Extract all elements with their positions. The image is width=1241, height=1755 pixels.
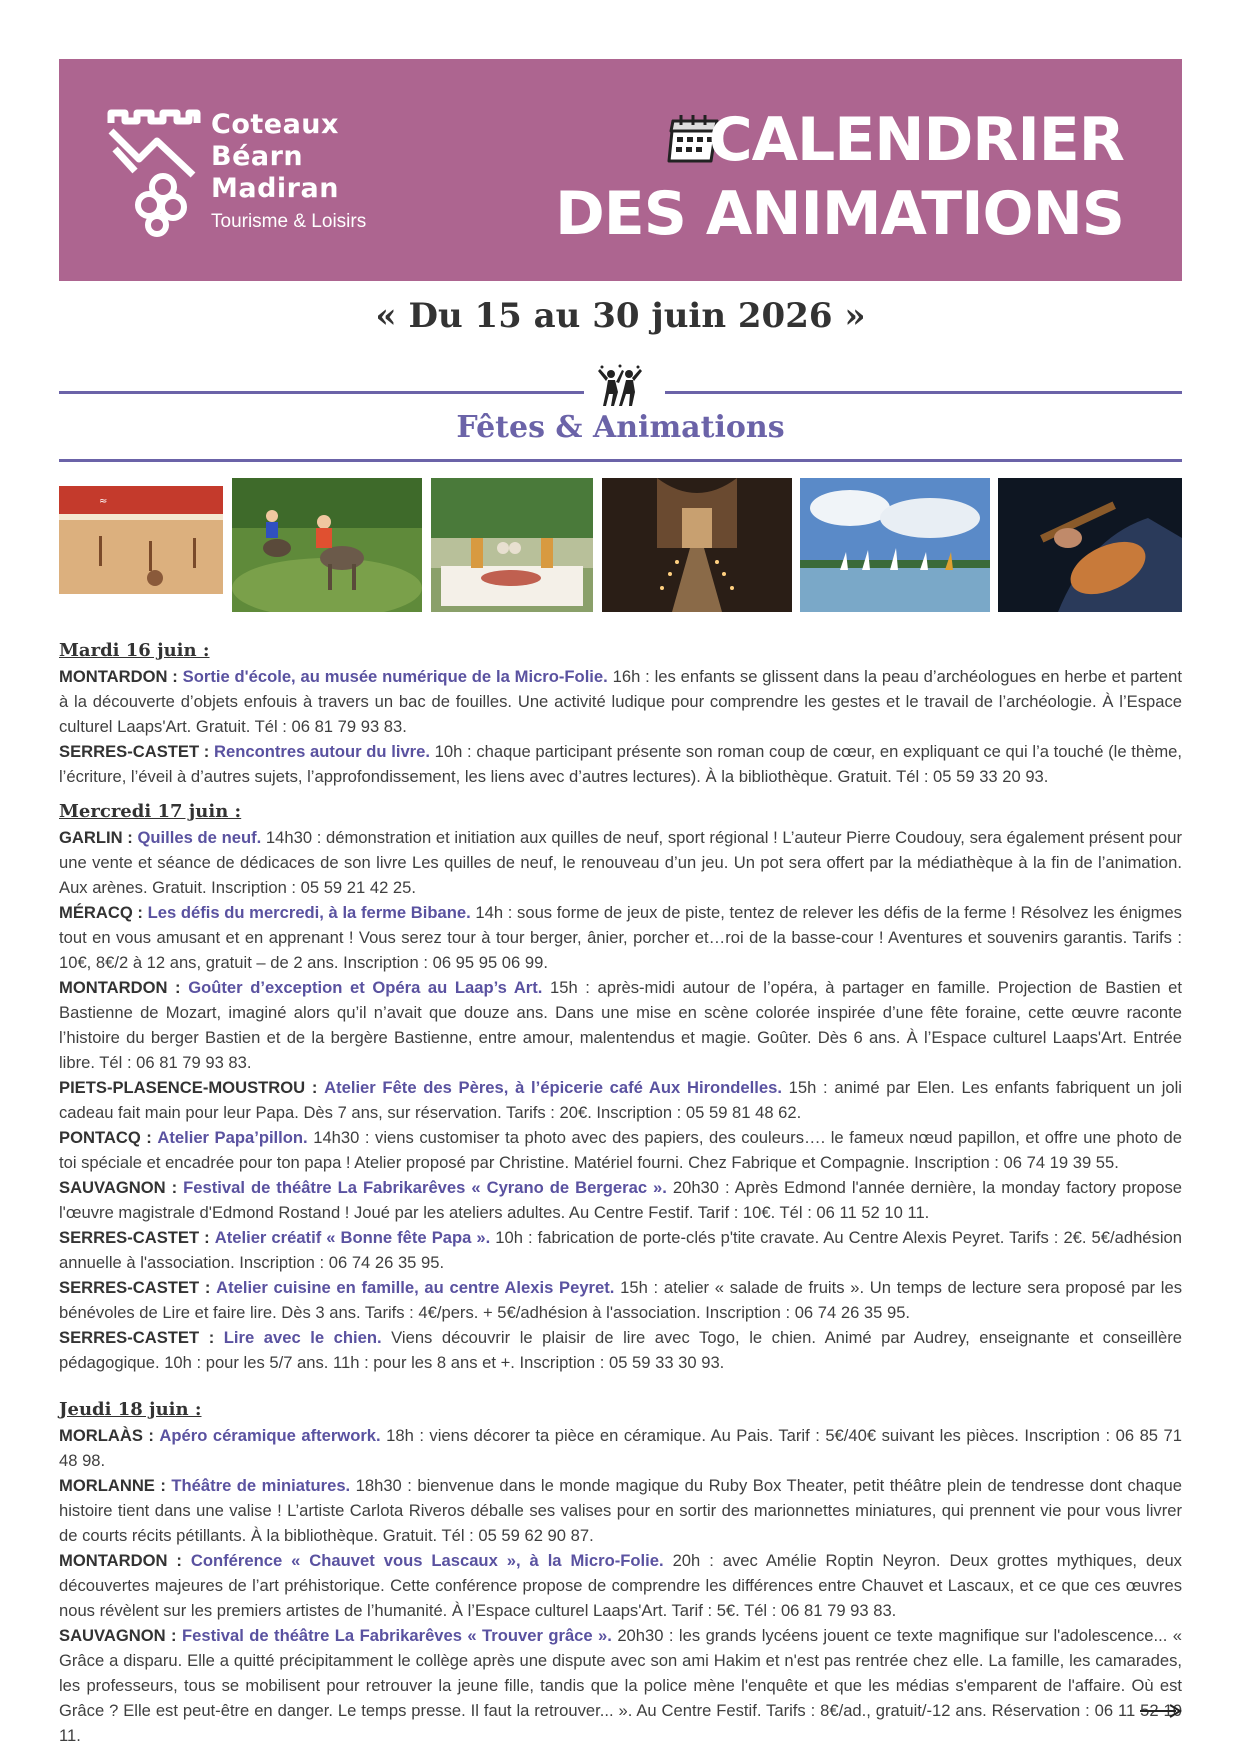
town-name: SERRES-CASTET : [59, 1278, 211, 1297]
castle-grapes-logo-icon [105, 109, 201, 237]
list-item [59, 1548, 1182, 1623]
photo-strip [0, 478, 1241, 612]
logo-line-2: Béarn [211, 141, 304, 172]
list-item [59, 1473, 1182, 1548]
next-page-arrow-icon[interactable] [1140, 1704, 1182, 1718]
town-name: MORLANNE : [59, 1476, 166, 1495]
logo-subtitle: Tourisme & Loisirs [211, 211, 367, 232]
town-name: MONTARDON : [59, 1551, 182, 1570]
town-name: SERRES-CASTET : [59, 1228, 210, 1247]
windsurf-lake-photo [800, 478, 990, 612]
arena-quilles-photo [59, 486, 223, 594]
list-item [59, 1075, 1182, 1125]
list-item [59, 1225, 1182, 1275]
event-details: 10h : fabrication de porte-clés p'tite cravate. Au Centre Alexis Peyret. Tarifs : 2€. 5€/adhésion annuelle à l'association. Inscription : 06 74 26 35 95. [59, 1228, 1182, 1272]
event-details: 20h30 : Après Edmond l'année dernière, la monday factory propose l'œuvre magistrale d'Edmond Rostand ! Joué par les ateliers adultes. Au Centre Festif. Tarif : 10€. Tél : 06 11 52 10 11. [59, 1178, 1182, 1222]
logo [105, 109, 385, 239]
event-title: Les défis du mercredi, à la ferme Bibane. [147, 903, 471, 922]
town-name: MONTARDON : [59, 667, 178, 686]
event-title: Atelier créatif « Bonne fête Papa ». [214, 1228, 491, 1247]
town-name: MORLAÀS : [59, 1426, 154, 1445]
event-title: Atelier Papa’pillon. [157, 1128, 308, 1147]
event-details: 18h30 : bienvenue dans le monde magique du Ruby Box Theater, petit théâtre plein de tendresse dont chaque histoire tient dans une valise ! L’artiste Carlota Riveros déballe ses valises pour en sortir des marionnettes miniatures, qui prennent vie pour vous livrer de courts récits pétillants. À la bibliothèque. Gratuit. Tél : 05 59 62 90 87. [59, 1476, 1182, 1545]
town-name: SAUVAGNON : [59, 1178, 178, 1197]
event-title: Apéro céramique afterwork. [159, 1426, 381, 1445]
event-title: Conférence « Chauvet vous Lascaux », à la Micro-Folie. [190, 1551, 664, 1570]
event-details: 15h : animé par Elen. Les enfants fabriquent un joli cadeau fait main pour leur Papa. Dès 7 ans, sur réservation. Tarifs : 20€. Inscription : 05 59 81 48 62. [59, 1078, 1182, 1122]
donkey-ride-photo [232, 478, 422, 612]
town-name: SERRES-CASTET : [59, 742, 210, 761]
event-details: 14h30 : viens customiser ta photo avec des papiers, des couleurs…. le fameux nœud papillon, et offre une photo de toi spéciale et encadrée pour ton papa ! Atelier proposé par Christine. Matériel fourni. Chez Fabrique et Compagnie. Inscription : 06 74 19 39 55. [59, 1128, 1182, 1172]
town-name: PIETS-PLASENCE-MOUSTROU : [59, 1078, 318, 1097]
date-range-subtitle: « Du 15 au 30 juin 2026 » [375, 296, 866, 336]
event-details: Viens découvrir le plaisir de lire avec Togo, le chien. Animé par Audrey, enseignante et conseillère pédagogique. 10h : pour les 5/7 ans. 11h : pour les 8 ans et +. Inscription : 05 59 33 30 93. [59, 1328, 1182, 1372]
list-item [59, 1125, 1182, 1175]
town-name: PONTACQ : [59, 1128, 152, 1147]
event-title: Festival de théâtre La Fabrikarêves « Cyrano de Bergerac ». [183, 1178, 667, 1197]
list-item [59, 1325, 1182, 1375]
event-title: Atelier cuisine en famille, au centre Alexis Peyret. [216, 1278, 615, 1297]
event-details: 18h : viens décorer ta pièce en céramique. Au Pais. Tarif : 5€/40€ suivant les pièces. Inscription : 06 85 71 48 98. [59, 1426, 1182, 1470]
title-line-2: DES ANIMATIONS [554, 179, 1124, 249]
town-name: SERRES-CASTET : [59, 1328, 215, 1347]
guitarist-photo [998, 478, 1182, 612]
event-title: Quilles de neuf. [137, 828, 262, 847]
town-name: GARLIN : [59, 828, 133, 847]
event-details: 14h : sous forme de jeux de piste, tentez de relever les défis de la ferme ! Résolvez les énigmes tout en vous amusant et en apprenant ! Vous serez tour à tour berger, ânier, porcher et…roi de la basse-cour ! Aventures et souvenirs garantis. Tarifs : 10€, 8€/2 à 12 ans, gratuit – de 2 ans. Inscription : 06 95 95 06 99. [59, 903, 1182, 972]
event-details: 15h : après-midi autour de l’opéra, à partager en famille. Projection de Bastien et Bastienne de Mozart, imaginé alors qu’il n’avait que douze ans. Dans une mise en scène colorée inspirée d’une fête foraine, cette œuvre raconte l’histoire du berger Bastien et de la bergère Bastienne, entre amour, malentendus et magie. Goûter. Dès 6 ans. À l’Espace culturel Laaps'Art. Entrée libre. Tél : 06 81 79 93 83. [59, 978, 1182, 1072]
event-title: Sortie d'école, au musée numérique de la Micro-Folie. [182, 667, 608, 686]
picnic-photo [431, 478, 593, 612]
divider-bottom [59, 459, 1182, 462]
day-heading: Mercredi 17 juin : [59, 801, 242, 822]
list-item [59, 1275, 1182, 1325]
event-listing [59, 638, 1182, 1748]
list-item [59, 975, 1182, 1075]
town-name: MONTARDON : [59, 978, 181, 997]
town-name: SAUVAGNON : [59, 1626, 177, 1645]
event-title: Lire avec le chien. [223, 1328, 382, 1347]
list-item [59, 739, 1182, 789]
section-title: Fêtes & Animations [456, 410, 785, 445]
day-heading: Jeudi 18 juin : [59, 1399, 202, 1420]
svg-text:≈: ≈ [99, 496, 108, 507]
event-details: 16h : les enfants se glissent dans la peau d’archéologues en herbe et partent à la découverte d’objets enfouis à travers un bac de fouilles. Une activité ludique pour comprendre les gestes et le travail de l’archéologie. À l’Espace culturel Laaps'Art. Gratuit. Tél : 06 81 79 93 83. [59, 667, 1182, 736]
list-item [59, 825, 1182, 900]
event-details: 20h : avec Amélie Roptin Neyron. Deux grottes mythiques, deux découvertes majeures de l’art préhistorique. Cette conférence propose de comprendre les différences entre Chauvet et Lascaux, et ce que ces œuvres nous révèlent sur les premiers artistes de l’humanité. À l’Espace culturel Laaps'Art. Tarif : 5€. Tél : 06 81 79 93 83. [59, 1551, 1182, 1620]
header-banner [59, 59, 1182, 281]
list-item [59, 900, 1182, 975]
logo-line-3: Madiran [211, 173, 339, 204]
candlelit-church-photo [602, 478, 792, 612]
page-title [555, 103, 1124, 251]
list-item [59, 664, 1182, 739]
town-name: MÉRACQ : [59, 903, 143, 922]
event-title: Théâtre de miniatures. [171, 1476, 351, 1495]
event-details: 15h : atelier « salade de fruits ». Un temps de lecture sera proposé par les bénévoles de Lire et faire lire. Dès 3 ans. Tarifs : 4€/pers. + 5€/adhésion à l'association. Inscription : 06 74 26 35 95. [59, 1278, 1182, 1322]
logo-text [211, 109, 366, 233]
event-title: Festival de théâtre La Fabrikarêves « Trouver grâce ». [182, 1626, 612, 1645]
event-title: Atelier Fête des Pères, à l’épicerie café Aux Hirondelles. [324, 1078, 782, 1097]
divider-left [59, 391, 584, 394]
event-title: Rencontres autour du livre. [214, 742, 430, 761]
list-item [59, 1623, 1182, 1748]
list-item [59, 1423, 1182, 1473]
event-title: Goûter d’exception et Opéra au Laap’s Art. [188, 978, 543, 997]
title-line-1: CALENDRIER [708, 105, 1124, 175]
event-details: 10h : chaque participant présente son roman coup de cœur, en expliquant ce qui l’a touché (le thème, l’écriture, l’éveil à d’autres sujets, l’approfondissement, les liens avec d’autres lectures). À la bibliothèque. Gratuit. Tél : 05 59 33 20 93. [59, 742, 1182, 786]
divider-right [665, 391, 1182, 394]
list-item [59, 1175, 1182, 1225]
event-details: 20h30 : les grands lycéens jouent ce texte magnifique sur l'adolescence... « Grâce a disparu. Elle a quitté précipitamment le collège après une dispute avec son ami Hakim et n'est pas rentrée chez elle. La famille, les camarades, les professeurs, tous se mobilisent pour retrouver la jeune fille, tandis que la police mène l'enquête et que les médias s'emparent de l'affaire. Où est Grâce ? Elle est peut-être en danger. Le temps presse. Il faut la retrouver... ». Au Centre Festif. Tarifs : 8€/ad., gratuit/-12 ans. Réservation : 06 11 52 10 11. [59, 1626, 1182, 1745]
day-heading: Mardi 16 juin : [59, 640, 210, 661]
logo-line-1: Coteaux [211, 109, 339, 140]
event-details: 14h30 : démonstration et initiation aux quilles de neuf, sport régional ! L’auteur Pierre Coudouy, sera également présent pour une vente et séance de dédicaces de son livre Les quilles de neuf, le renouveau d’un jeu. Un pot sera offert par la médiathèque à la fin de l’animation. Aux arènes. Gratuit. Inscription : 05 59 21 42 25. [59, 828, 1182, 897]
dancing-people-icon [596, 364, 644, 408]
